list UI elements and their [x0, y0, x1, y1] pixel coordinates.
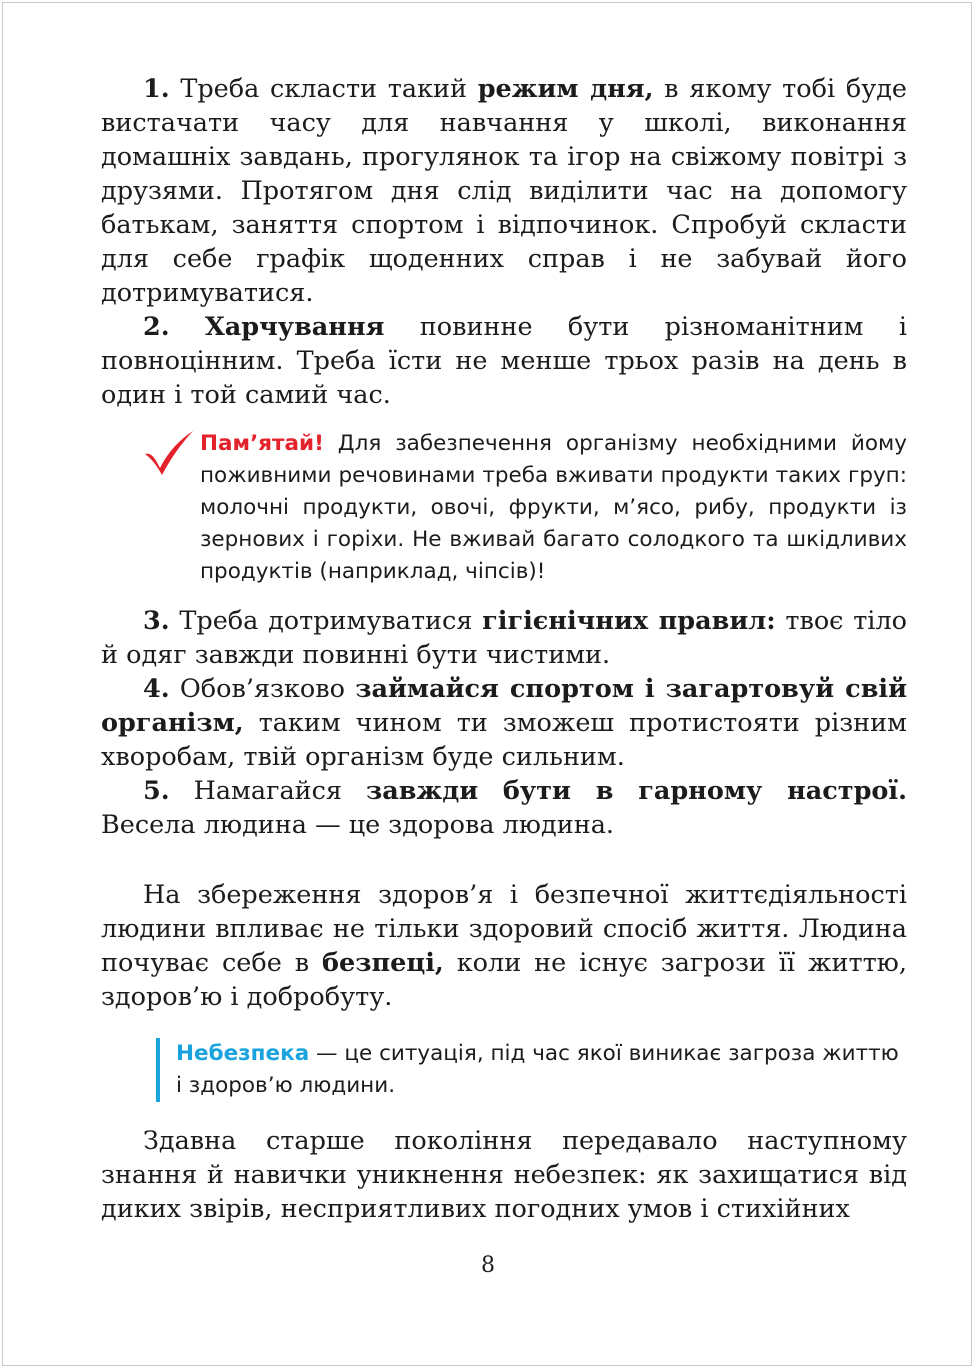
remember-note — [101, 428, 907, 588]
remember-label: Пам’ятай! — [200, 431, 324, 456]
list-item-text: повинне бути різноманітним і повноцінним. Треба їсти не менше трьох разів на день в один і той самий час. — [101, 312, 907, 410]
list-item-text: Треба дотримуватися — [179, 606, 483, 636]
list-item-number: 5. — [143, 776, 170, 806]
list-item-text: Намагайся — [193, 776, 366, 806]
checkmark-icon — [143, 430, 195, 476]
list-item-3 — [101, 604, 907, 672]
list-item-key-term: завжди бути в гарному настрої. — [366, 776, 907, 806]
safety-paragraph — [101, 878, 907, 1014]
list-item-key-term: Харчування — [204, 312, 385, 342]
list-item-number: 2. — [143, 312, 170, 342]
paragraph-text: коли не існує загрози її життю, здоров’ю і добробуту. — [101, 948, 907, 1012]
paragraph-text: На збереження здоров’я і безпечної життєдіяльності людини впливає не тільки здоровий спосіб життя. Людина почуває себе в — [101, 880, 907, 978]
list-item-text: в якому тобі буде вистачати часу для навчання у школі, виконання домашніх завдань, прогулянок та ігор на свіжому повітрі з друзями. Протягом дня слід виділити час на допомогу батькам, заняття спортом і відпочинок. Спробуй скласти для себе графік щоденних справ і не забувай його дотримуватися. — [101, 74, 907, 308]
list-item-text: таким чином ти зможеш протистояти різним хворобам, твій організм буде сильним. — [101, 708, 907, 772]
list-item-text: Весела людина — це здорова людина. — [101, 810, 615, 840]
paragraph-key-term: безпеці, — [322, 948, 444, 978]
list-item-number: 3. — [143, 606, 170, 636]
list-item-number: 1. — [143, 74, 170, 104]
list-item-number: 4. — [143, 674, 170, 704]
definition-box — [156, 1038, 907, 1102]
definition-term: Небезпека — [176, 1041, 310, 1066]
list-item-key-term: займайся спортом і загартовуй свій організм, — [101, 674, 908, 738]
list-item-key-term: режим дня, — [477, 74, 654, 104]
page-number: 8 — [481, 1253, 495, 1278]
definition-text: — це ситуація, під час якої виникає загроза життю і здоров’ю людини. — [176, 1041, 899, 1098]
section-gap — [101, 842, 907, 878]
list-item-4 — [101, 672, 907, 774]
remember-text: Для забезпечення організму необхідними йому поживними речовинами треба вживати продукти таких груп: молочні продукти, овочі, фрукти, м’ясо, рибу, продукти із зернових і горіхи. Не вживай багато солодкого та шкідливих продуктів (наприклад, чіпсів)! — [200, 431, 907, 584]
list-item-1 — [101, 72, 907, 310]
list-item-text: твоє тіло й одяг завжди повинні бути чистими. — [101, 606, 908, 670]
list-item-2 — [101, 310, 907, 412]
list-item-5 — [101, 774, 907, 842]
page-content — [101, 72, 907, 1226]
list-item-key-term: гігієнічних правил: — [482, 606, 776, 636]
list-item-text: Обов’язково — [179, 674, 356, 704]
last-paragraph: Здавна старше покоління передавало наступному знання й навички уникнення небезпек: як захищатися від диких звірів, несприятливих погодних умов і стихійних — [101, 1126, 907, 1224]
list-item-text: Треба скласти такий — [180, 74, 478, 104]
